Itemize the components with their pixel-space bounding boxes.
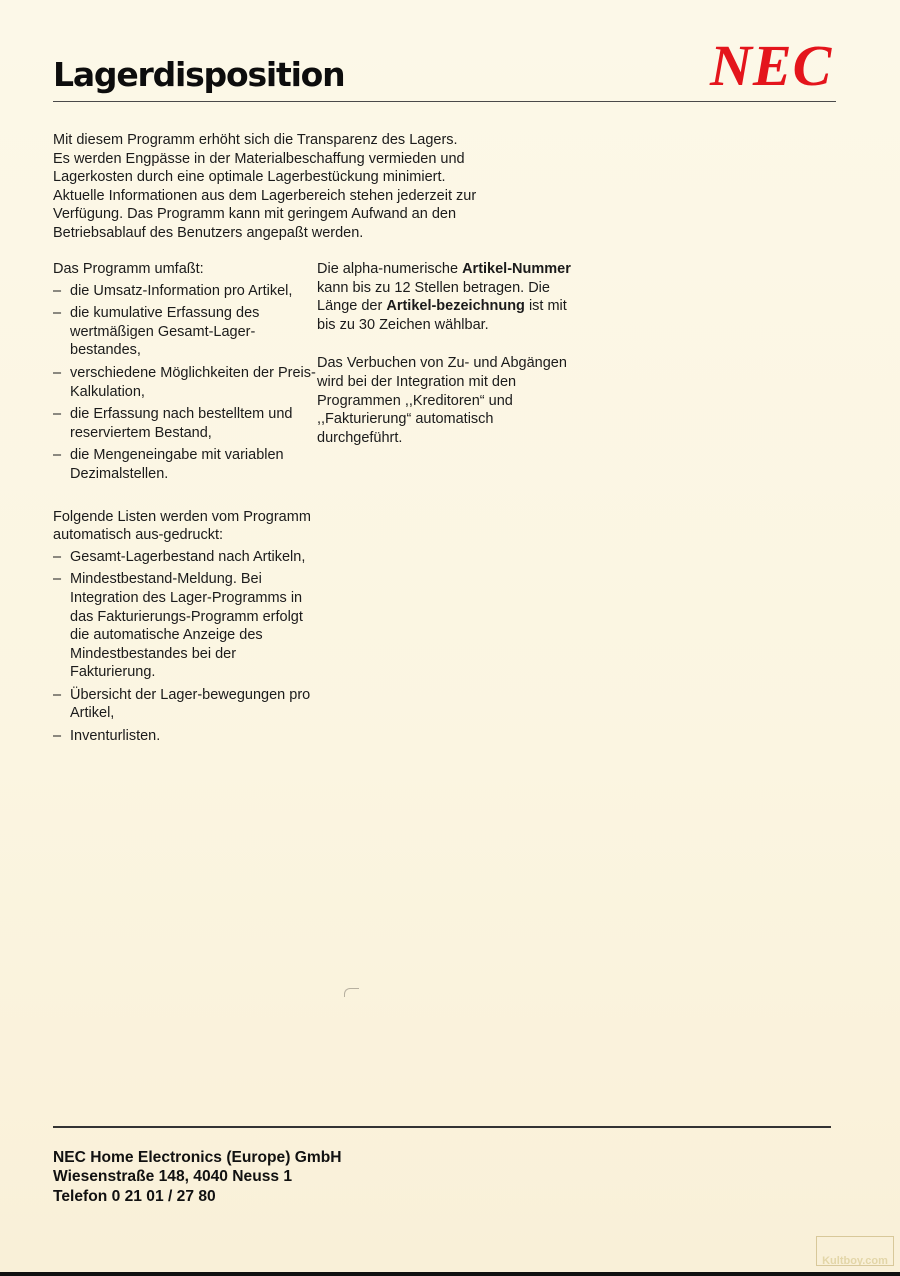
footer-divider <box>53 1126 831 1128</box>
bold-term: Artikel-Nummer <box>462 261 571 277</box>
right-column <box>317 260 577 447</box>
feature-item: – die Erfassung nach bestelltem und reserviertem Bestand, <box>53 405 318 442</box>
printed-lists <box>53 548 318 746</box>
paper-mark <box>344 988 359 997</box>
feature-item: – die Umsatz-Information pro Artikel, <box>53 282 318 301</box>
text-run: Die alpha-numerische <box>317 261 463 277</box>
watermark: Kultboy.com <box>816 1236 894 1266</box>
intro-line: Betriebsablauf des Benutzers angepaßt werden. <box>53 224 364 241</box>
integration-paragraph: Das Verbuchen von Zu- und Abgängen wird bei der Integration mit den Programmen ,,Kreditoren“ und ,,Fakturierung“ automatisch durchgeführt. <box>317 355 567 446</box>
company-phone: Telefon 0 21 01 / 27 80 <box>53 1187 216 1205</box>
intro-line: Verfügung. Das Programm kann mit geringem Aufwand an den <box>53 206 457 223</box>
company-street: Wiesenstraße 148, 4040 Neuss 1 <box>53 1168 293 1186</box>
features-heading: Das Programm umfaßt: <box>53 261 204 277</box>
article-number-paragraph <box>317 260 577 334</box>
nec-logo: NEC <box>710 33 833 98</box>
intro-line: Es werden Engpässe in der Materialbeschaffung vermieden und <box>53 150 465 167</box>
scan-edge <box>0 1272 900 1276</box>
intro-line: Lagerkosten durch eine optimale Lagerbestückung minimiert. <box>53 169 446 186</box>
left-column <box>53 260 318 750</box>
header-divider <box>53 101 836 102</box>
page-title: Lagerdisposition <box>53 55 345 94</box>
feature-item: – verschiedene Möglichkeiten der Preis-Kalkulation, <box>53 364 318 401</box>
features-list <box>53 282 318 484</box>
lists-heading: Folgende Listen werden vom Programm automatisch aus-gedruckt: <box>53 508 311 544</box>
intro-paragraph <box>53 131 553 243</box>
intro-line: Aktuelle Informationen aus dem Lagerbereich stehen jederzeit zur <box>53 187 477 204</box>
list-item: – Mindestbestand-Meldung. Bei Integration des Lager-Programms in das Fakturierungs-Programm erfolgt die automatische Anzeige des Mindestbestandes bei der Fakturierung. <box>53 570 318 682</box>
text-run: ist mit bis zu 30 Zeichen wählbar. <box>317 298 567 333</box>
list-item: – Übersicht der Lager-bewegungen pro Artikel, <box>53 686 318 723</box>
intro-line: Mit diesem Programm erhöht sich die Transparenz des Lagers. <box>53 132 458 148</box>
feature-item: – die kumulative Erfassung des wertmäßigen Gesamt-Lager-bestandes, <box>53 304 318 360</box>
company-address <box>53 1148 342 1206</box>
feature-item: – die Mengeneingabe mit variablen Dezimalstellen. <box>53 446 318 483</box>
text-run: kann bis zu 12 Stellen betragen. Die Länge der <box>317 279 550 315</box>
company-name: NEC Home Electronics (Europe) GmbH <box>53 1149 342 1166</box>
list-item: – Inventurlisten. <box>53 727 318 746</box>
bold-term: Artikel-bezeichnung <box>386 298 525 315</box>
list-item: – Gesamt-Lagerbestand nach Artikeln, <box>53 548 318 567</box>
